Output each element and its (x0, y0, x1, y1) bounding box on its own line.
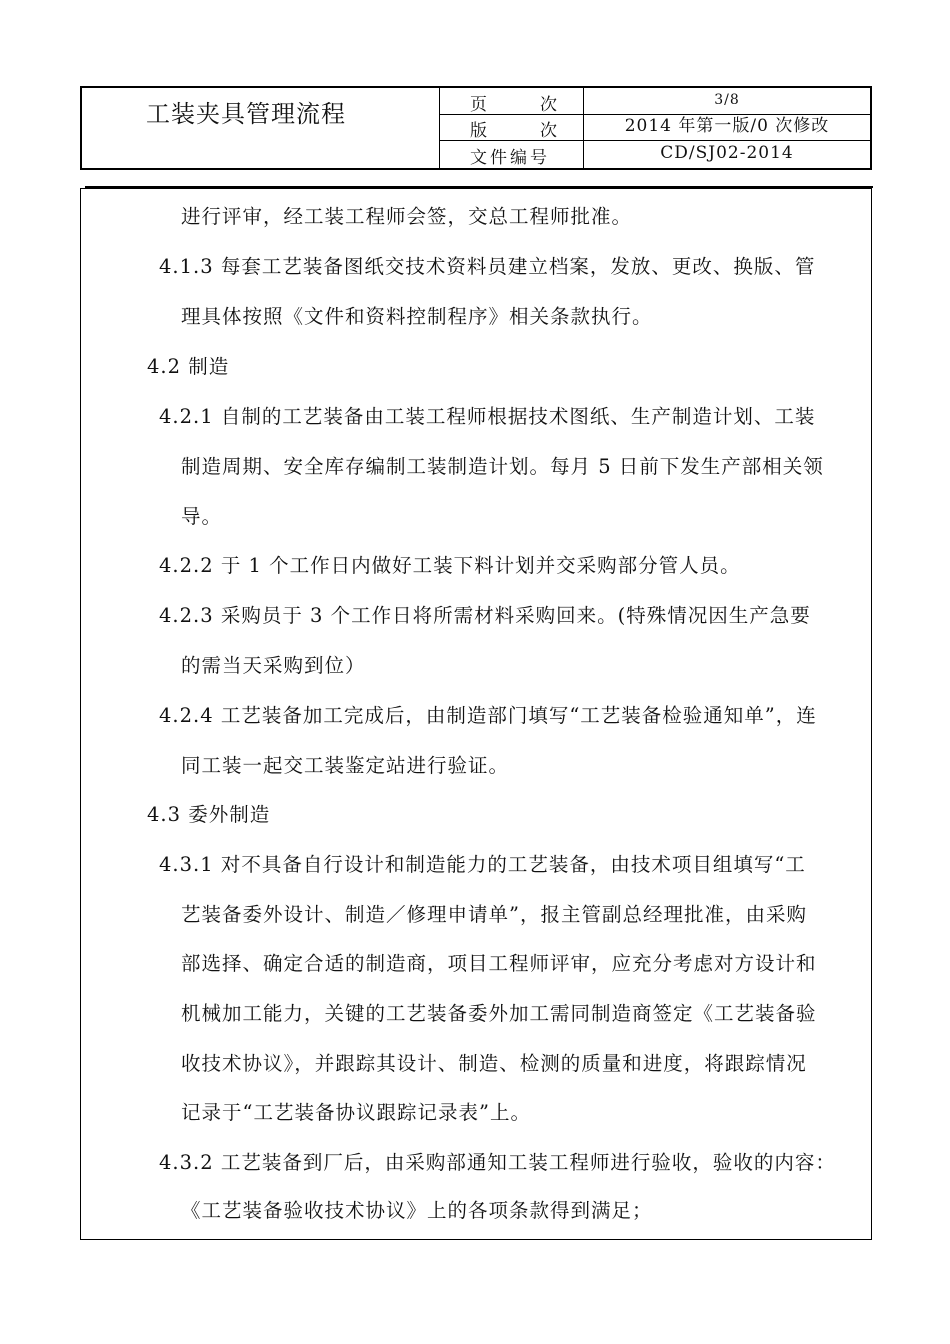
body-line: 4.2.4 工艺装备加工完成后，由制造部门填写“工艺装备检验通知单”，连 (159, 704, 817, 727)
section-heading: 4.3 委外制造 (147, 803, 271, 826)
version-value: 2014 年第一版/0 次修改 (624, 116, 830, 136)
body-line: 《工艺装备验收技术协议》上的各项条款得到满足； (181, 1199, 653, 1222)
body-line: 制造周期、安全库存编制工装制造计划。每月 5 日前下发生产部相关领 (181, 455, 824, 478)
body-line: 同工装一起交工装鉴定站进行验证。 (181, 754, 510, 777)
body-line: 4.2.2 于 1 个工作日内做好工装下料计划并交采购部分管人员。 (159, 554, 741, 577)
body-line: 进行评审，经工装工程师会签，交总工程师批准。 (181, 205, 633, 228)
body-line: 4.3.1 对不具备自行设计和制造能力的工艺装备，由技术项目组填写“工 (159, 853, 806, 876)
header-title-cell (82, 88, 440, 168)
header-row-docno (440, 141, 870, 168)
section-heading: 4.2 制造 (147, 355, 230, 378)
body-line: 4.1.3 每套工艺装备图纸交技术资料员建立档案，发放、更改、换版、管 (159, 255, 816, 278)
body-line: 4.2.3 采购员于 3 个工作日将所需材料采购回来。(特殊情况因生产急要 (159, 604, 811, 627)
document-title: 工装夹具管理流程 (146, 100, 346, 128)
header-info-grid (440, 88, 870, 168)
page-label: 页 次 (440, 88, 584, 114)
body-line: 导。 (181, 505, 223, 528)
page-number: 3/8 (714, 92, 740, 108)
body-line: 4.3.2 工艺装备到厂后，由采购部通知工装工程师进行验收，验收的内容： (159, 1151, 836, 1174)
body-line: 机械加工能力，关键的工艺装备委外加工需同制造商签定《工艺装备验 (181, 1002, 817, 1025)
header-row-page (440, 88, 870, 115)
document-header (80, 86, 872, 170)
body-line: 艺装备委外设计、制造／修理申请单”，报主管副总经理批准，由采购 (181, 903, 807, 926)
doc-number-value: CD/SJ02-2014 (660, 143, 794, 163)
body-line: 收技术协议》，并跟踪其设计、制造、检测的质量和进度，将跟踪情况 (181, 1052, 807, 1075)
body-line: 记录于“工艺装备协议跟踪记录表”上。 (181, 1101, 531, 1124)
version-label: 版 次 (440, 114, 584, 140)
document-body (80, 188, 872, 1240)
body-line: 部选择、确定合适的制造商，项目工程师评审，应充分考虑对方设计和 (181, 952, 817, 975)
body-line: 4.2.1 自制的工艺装备由工装工程师根据技术图纸、生产制造计划、工装 (159, 405, 816, 428)
body-line: 的需当天采购到位） (181, 654, 366, 677)
body-line: 理具体按照《文件和资料控制程序》相关条款执行。 (181, 305, 653, 328)
doc-number-label: 文件编号 (440, 141, 584, 168)
header-row-version (440, 114, 870, 141)
